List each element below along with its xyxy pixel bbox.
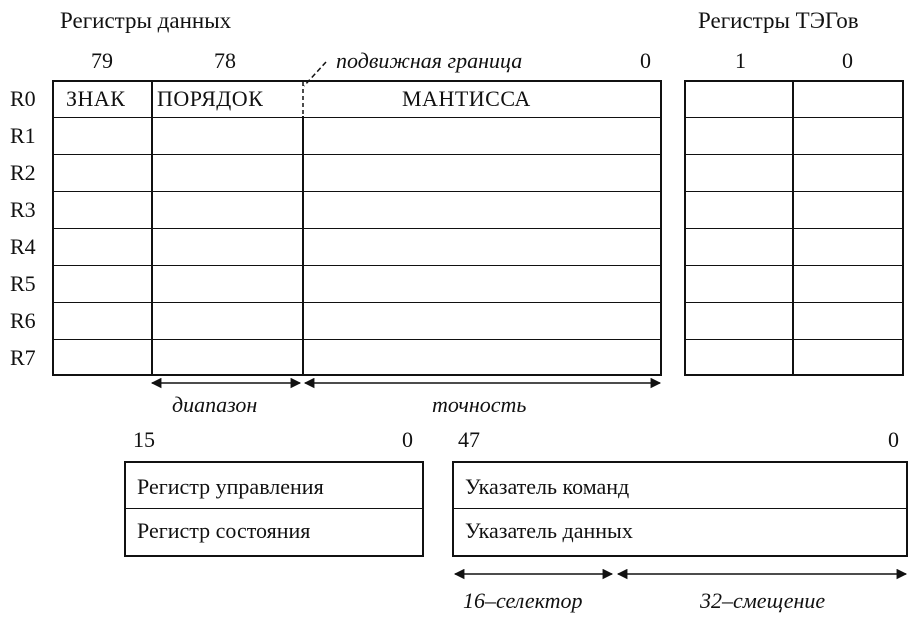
- movable-boundary-leader: [304, 62, 326, 86]
- control-bit-0-label: 0: [402, 427, 413, 452]
- register-label-r6: R6: [10, 308, 36, 333]
- tag-registers-heading: Регистры ТЭГов: [698, 8, 859, 33]
- tag-bit-1-label: 1: [735, 48, 746, 73]
- offset-label: 32–смещение: [700, 588, 826, 613]
- register-label-r0: R0: [10, 86, 36, 111]
- range-label: диапазон: [172, 392, 258, 417]
- selector-label: 16–селектор: [463, 588, 583, 613]
- movable-boundary-label: подвижная граница: [336, 48, 523, 73]
- mantissa-field: МАНТИССА: [402, 86, 531, 111]
- register-label-r2: R2: [10, 160, 36, 185]
- control-bit-15-label: 15: [133, 427, 155, 452]
- status-register: Регистр состояния: [137, 518, 311, 543]
- register-label-r4: R4: [10, 234, 36, 259]
- precision-label: точность: [432, 392, 527, 417]
- register-label-r5: R5: [10, 271, 36, 296]
- exponent-field: ПОРЯДОК: [157, 86, 264, 111]
- instruction-pointer: Указатель команд: [465, 474, 630, 499]
- register-label-r3: R3: [10, 197, 36, 222]
- pointer-bit-0-label: 0: [888, 427, 899, 452]
- tag-bit-0-label: 0: [842, 48, 853, 73]
- data-pointer: Указатель данных: [465, 518, 633, 543]
- pointer-bit-47-label: 47: [458, 427, 480, 452]
- bit-0-label: 0: [640, 48, 651, 73]
- bit-79-label: 79: [91, 48, 113, 73]
- bit-78-label: 78: [214, 48, 236, 73]
- control-register: Регистр управления: [137, 474, 324, 499]
- register-label-r1: R1: [10, 123, 36, 148]
- data-registers-heading: Регистры данных: [60, 8, 232, 33]
- sign-field: ЗНАК: [66, 86, 126, 111]
- register-label-r7: R7: [10, 345, 36, 370]
